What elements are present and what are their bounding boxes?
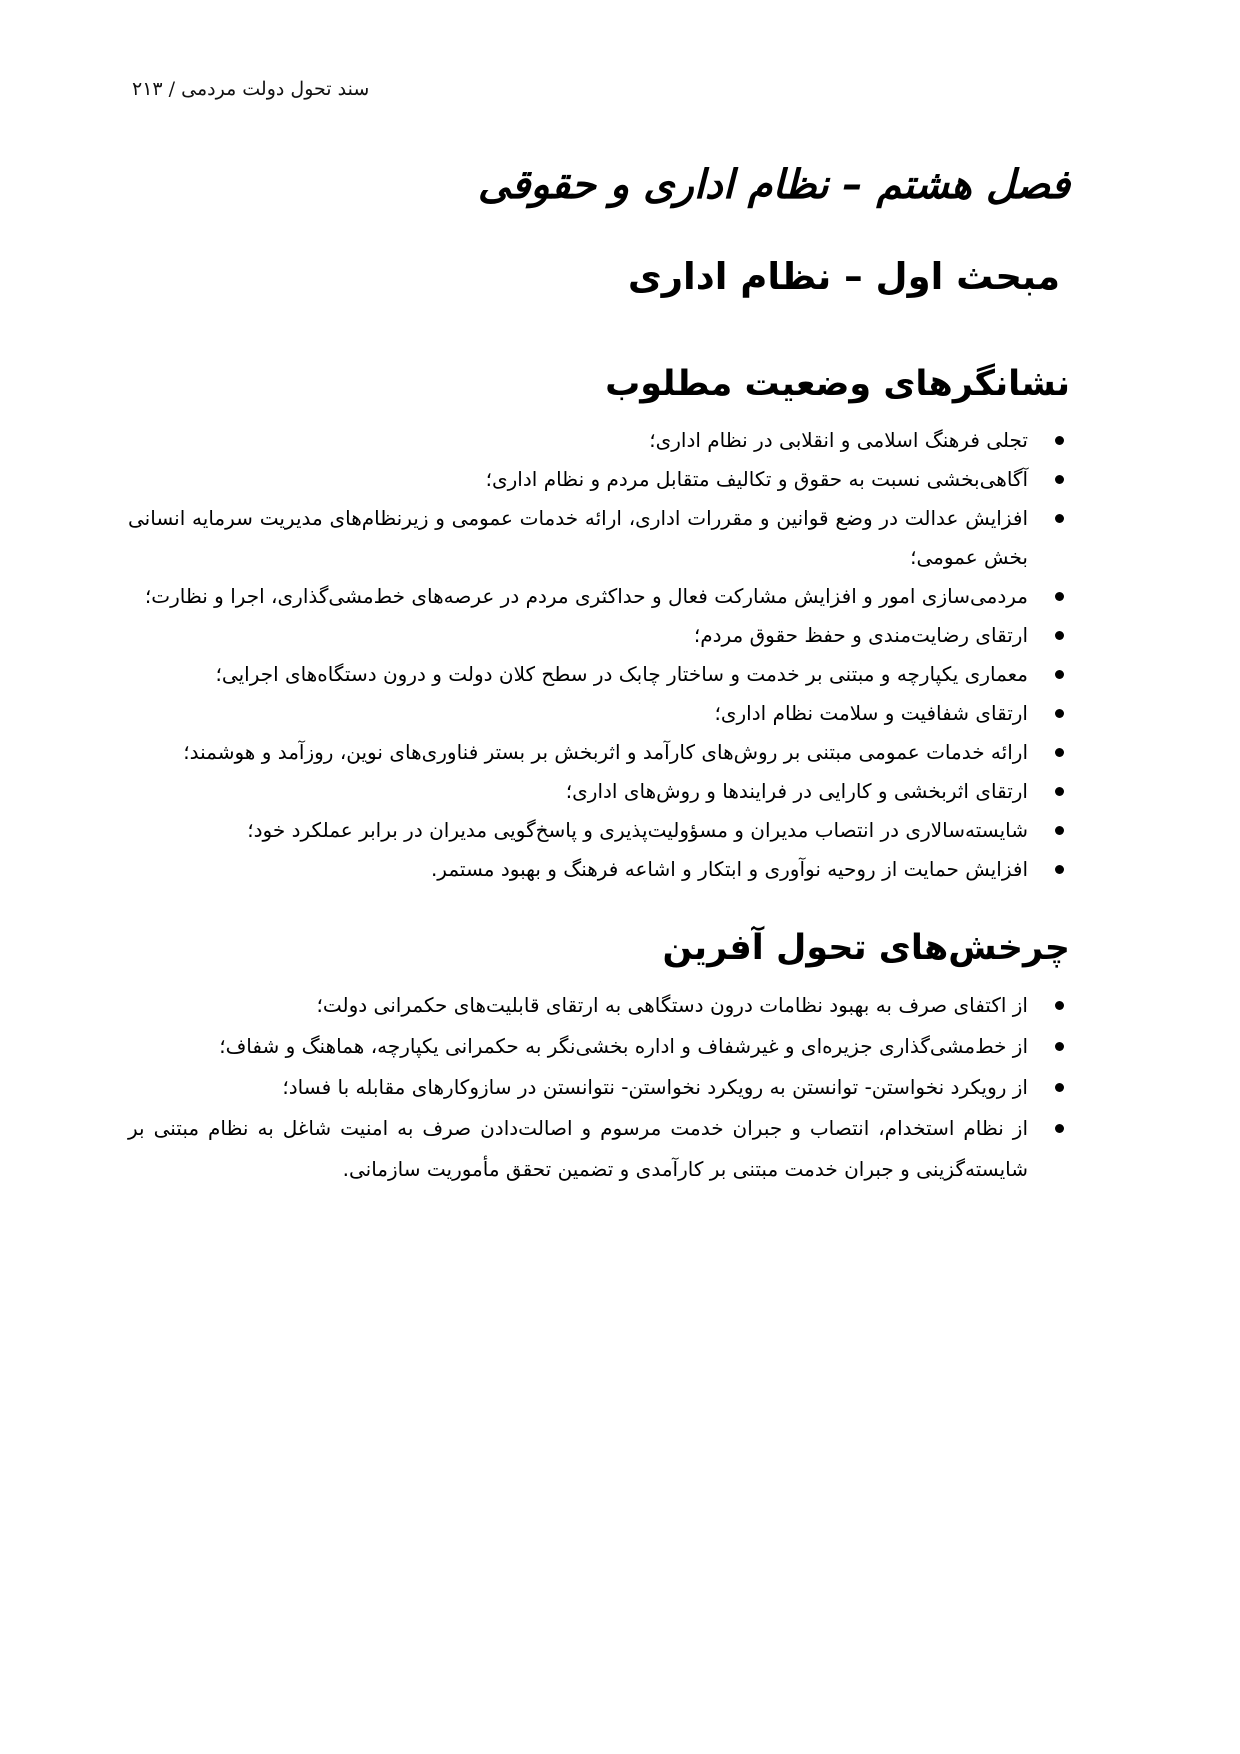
list-item-text: از نظام استخدام، انتصاب و جبران خدمت مرسوم و اصالت‌دادن صرف به امنیت شاغل به نظام مبتنی بر شایسته‌گزینی و جبران خدمت مبتنی بر کارآمدی و تضمین تحقق مأموریت سازمانی. [128, 1116, 1028, 1181]
bullet-icon [1055, 748, 1064, 757]
list-item [128, 421, 1070, 460]
bullet-icon [1055, 826, 1064, 835]
list-item [128, 1026, 1070, 1067]
list-item-text: معماری یکپارچه و مبتنی بر خدمت و ساختار چابک در سطح کلان دولت و درون دستگاه‌های اجرایی؛ [215, 662, 1028, 686]
list-item [128, 850, 1070, 889]
list-item-text: مردمی‌سازی امور و افزایش مشارکت فعال و حداکثری مردم در عرصه‌های خط‌مشی‌گذاری، اجرا و نظارت؛ [144, 584, 1028, 608]
bullet-icon [1055, 709, 1064, 718]
list-item-text: آگاهی‌بخشی نسبت به حقوق و تکالیف متقابل مردم و نظام اداری؛ [485, 467, 1028, 491]
chapter-title: فصل هشتم – نظام اداری و حقوقی [477, 162, 1070, 208]
list-item [128, 811, 1070, 850]
list-item [128, 1067, 1070, 1108]
indicators-list [128, 421, 1070, 889]
list-item-text: ارتقای اثربخشی و کارایی در فرایندها و روش‌های اداری؛ [565, 779, 1028, 803]
list-item-text: از اکتفای صرف به بهبود نظامات درون دستگاهی به ارتقای قابلیت‌های حکمرانی دولت؛ [316, 993, 1028, 1017]
list-item [128, 499, 1070, 577]
list-item [128, 985, 1070, 1026]
indicators-heading: نشانگرهای وضعیت مطلوب [605, 364, 1070, 404]
list-item [128, 1108, 1070, 1190]
bullet-icon [1055, 787, 1064, 796]
list-item [128, 655, 1070, 694]
list-item-text: تجلی فرهنگ اسلامی و انقلابی در نظام اداری؛ [649, 428, 1028, 452]
list-item-text: شایسته‌سالاری در انتصاب مدیران و مسؤولیت‌پذیری و پاسخ‌گویی مدیران در برابر عملکرد خود؛ [247, 818, 1028, 842]
list-item-text: افزایش عدالت در وضع قوانین و مقررات اداری، ارائه خدمات عمومی و زیرنظام‌های مدیریت سرمایه انسانی بخش عمومی؛ [128, 506, 1028, 569]
list-item [128, 733, 1070, 772]
list-item-text: از رویکرد نخواستن- توانستن به رویکرد نخواستن- نتوانستن در سازوکارهای مقابله با فساد؛ [282, 1075, 1028, 1099]
running-header: سند تحول دولت مردمی / ۲۱۳ [132, 78, 370, 100]
section-title: مبحث اول – نظام اداری [627, 255, 1060, 298]
bullet-icon [1055, 865, 1064, 874]
list-item-text: افزایش حمایت از روحیه نوآوری و ابتکار و اشاعه فرهنگ و بهبود مستمر. [430, 857, 1028, 881]
list-item-text: از خط‌مشی‌گذاری جزیره‌ای و غیرشفاف و اداره بخشی‌نگر به حکمرانی یکپارچه، هماهنگ و شفاف؛ [219, 1034, 1028, 1058]
list-item-text: ارتقای شفافیت و سلامت نظام اداری؛ [714, 701, 1028, 725]
list-item [128, 616, 1070, 655]
bullet-icon [1055, 1001, 1064, 1010]
list-item [128, 772, 1070, 811]
transformations-list [128, 985, 1070, 1190]
bullet-icon [1055, 631, 1064, 640]
bullet-icon [1055, 475, 1064, 484]
bullet-icon [1055, 670, 1064, 679]
page-content [128, 150, 1070, 1190]
list-item [128, 694, 1070, 733]
bullet-icon [1055, 592, 1064, 601]
list-item-text: ارتقای رضایت‌مندی و حفظ حقوق مردم؛ [693, 623, 1028, 647]
bullet-icon [1055, 514, 1064, 523]
list-item [128, 577, 1070, 616]
list-item-text: ارائه خدمات عمومی مبتنی بر روش‌های کارآمد و اثربخش بر بستر فناوری‌های نوین، روزآمد و هوشمند؛ [183, 740, 1028, 764]
bullet-icon [1055, 1042, 1064, 1051]
transformations-heading: چرخش‌های تحول آفرین [662, 928, 1070, 968]
bullet-icon [1055, 436, 1064, 445]
bullet-icon [1055, 1124, 1064, 1133]
bullet-icon [1055, 1083, 1064, 1092]
list-item [128, 460, 1070, 499]
